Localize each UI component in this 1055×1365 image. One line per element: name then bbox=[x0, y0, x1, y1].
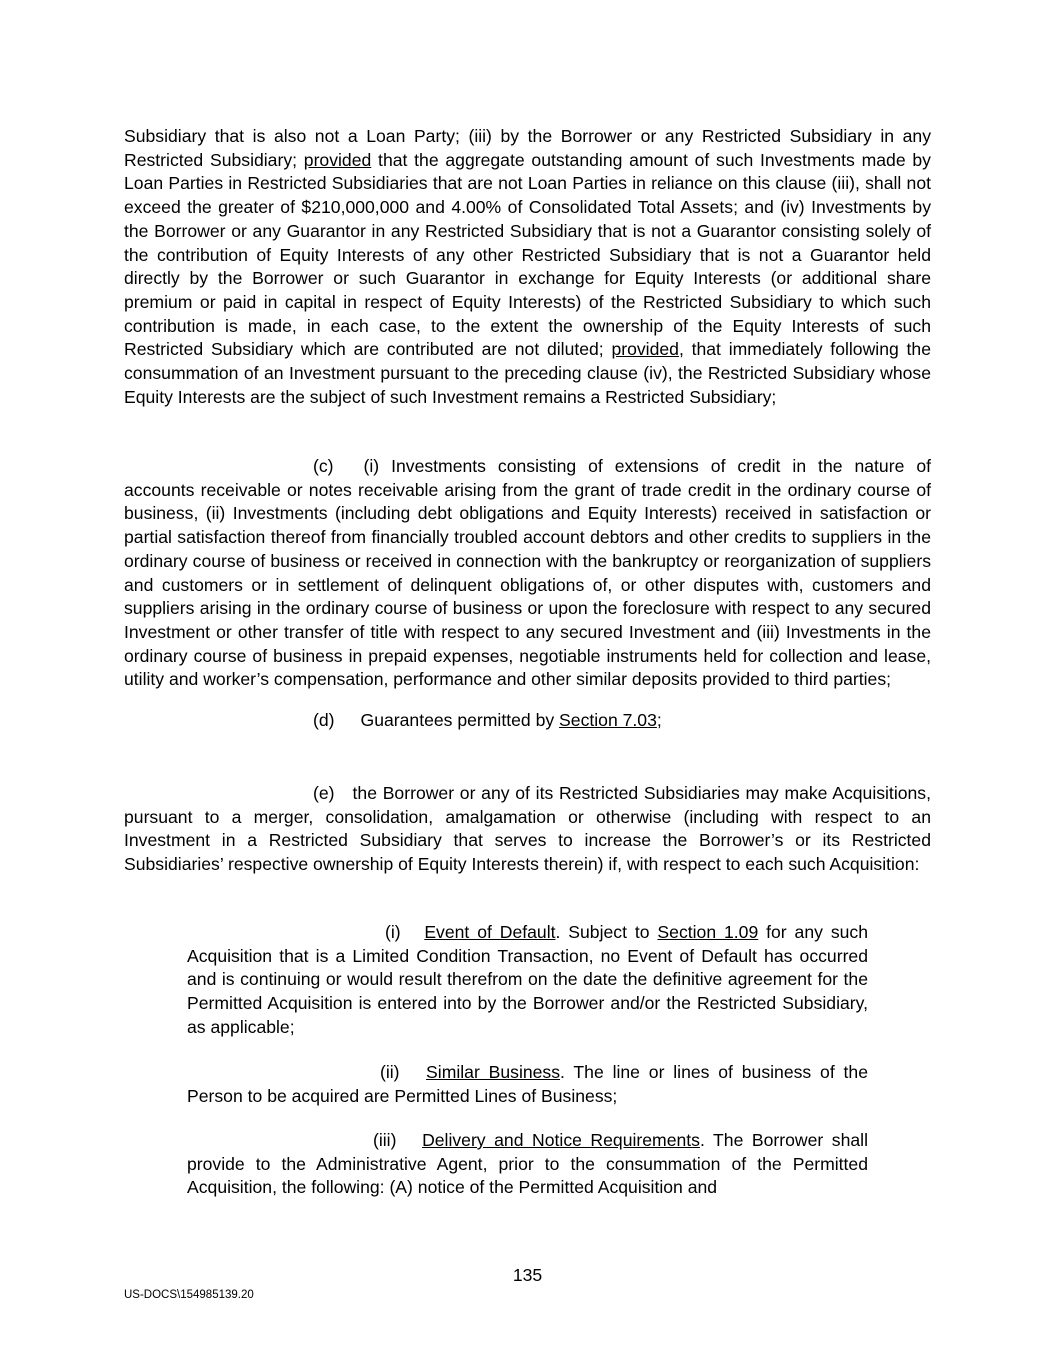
subparagraph-i-label: (i) bbox=[385, 922, 401, 942]
paragraph-b-text-1: Subsidiary that is also not a Loan Party; (iii) by the Borrower or any Restricted Subsidiary in any Restricted Subsidiary; bbox=[124, 126, 931, 170]
subparagraph-ii-label: (ii) bbox=[380, 1062, 400, 1082]
provided-term-1: provided bbox=[303, 149, 372, 170]
paragraph-d-text: Guarantees permitted by bbox=[360, 710, 560, 730]
subparagraph-ii bbox=[187, 1061, 868, 1108]
subparagraph-iii-text: . The Borrower shall provide to the Administrative Agent, prior to the consummation of the Permitted Acquisition, the following: (A) notice of the Permitted Acquisition and bbox=[187, 1130, 868, 1198]
subparagraph-i-text-1: . Subject to bbox=[555, 922, 658, 942]
paragraph-d-label: (d) bbox=[313, 710, 335, 730]
paragraph-b-text-3: , that immediately following the consummation of an Investment pursuant to the preceding clause (iv), the Restricted Subsidiary whose Equity Interests are the subject of such Investment remains a Restricted Subsidiary; bbox=[124, 339, 931, 407]
section-7-03-ref: Section 7.03 bbox=[559, 710, 657, 730]
paragraph-c bbox=[124, 455, 931, 692]
provided-term-2: provided bbox=[611, 339, 679, 360]
subparagraph-i bbox=[187, 921, 868, 1040]
subparagraph-ii-text: . The line or lines of business of the Person to be acquired are Permitted Lines of Business; bbox=[187, 1062, 869, 1106]
paragraph-e-label: (e) bbox=[313, 783, 335, 803]
similar-business-heading: Similar Business bbox=[426, 1062, 561, 1082]
event-of-default-heading: Event of Default bbox=[424, 922, 556, 942]
paragraph-e-text: the Borrower or any of its Restricted Subsidiaries may make Acquisitions, pursuant to a merger, consolidation, amalgamation or otherwise (including with respect to an Investment in a Restricted Subsidiary that serves to increase the Borrower’s or its Restricted Subsidiaries’ respective ownership of Equity Interests therein) if, with respect to each such Acquisition: bbox=[124, 783, 931, 875]
page-number: 135 bbox=[512, 1265, 543, 1285]
paragraph-d bbox=[124, 709, 931, 733]
paragraph-e bbox=[124, 782, 931, 877]
section-1-09-ref: Section 1.09 bbox=[657, 922, 759, 942]
delivery-notice-heading: Delivery and Notice Requirements bbox=[422, 1130, 700, 1150]
paragraph-b-continued bbox=[124, 125, 931, 409]
document-id: US-DOCS\154985139.20 bbox=[124, 1289, 254, 1301]
paragraph-c-label: (c) bbox=[313, 456, 334, 476]
paragraph-c-text: (i) Investments consisting of extensions of credit in the nature of accounts receivable or notes receivable arising from the grant of trade credit in the ordinary course of business, (ii) Investments (including debt obligations and Equity Interests) received in satisfaction or partial satisfaction thereof from financially troubled account debtors and other credits to suppliers in the ordinary course of business or received in connection with the bankruptcy or reorganization of suppliers and customers or in settlement of delinquent obligations of, or other disputes with, customers and suppliers arising in the ordinary course of business or upon the foreclosure with respect to any secured Investment or other transfer of title with respect to any secured Investment and (iii) Investments in the ordinary course of business in prepaid expenses, negotiable instruments held for collection and lease, utility and worker’s compensation, performance and other similar deposits provided to third parties; bbox=[124, 456, 931, 690]
paragraph-d-end: ; bbox=[656, 710, 662, 730]
subparagraph-i-text-2: for any such Acquisition that is a Limited Condition Transaction, no Event of Default has occurred and is continuing or would result therefrom on the date the definitive agreement for the Permitted Acquisition is entered into by the Borrower and/or the Restricted Subsidiary, as applicable; bbox=[187, 922, 868, 1037]
paragraph-b-text-2: that the aggregate outstanding amount of such Investments made by Loan Parties in Restricted Subsidiaries that are not Loan Parties in reliance on this clause (iii), shall not exceed the greater of $210,000,000 and 4.00% of Consolidated Total Assets; and (iv) Investments by the Borrower or any Guarantor in any Restricted Subsidiary that is not a Guarantor consisting solely of the contribution of Equity Interests of any other Restricted Subsidiary that is not a Guarantor held directly by the Borrower or such Guarantor in exchange for Equity Interests (or additional share premium or paid in capital in respect of Equity Interests) of the Restricted Subsidiary to which such contribution is made, in each case, to the extent the ownership of the Equity Interests of such Restricted Subsidiary which are contributed are not diluted; bbox=[124, 149, 931, 360]
subparagraph-iii bbox=[187, 1129, 868, 1200]
subparagraph-iii-label: (iii) bbox=[373, 1130, 397, 1150]
